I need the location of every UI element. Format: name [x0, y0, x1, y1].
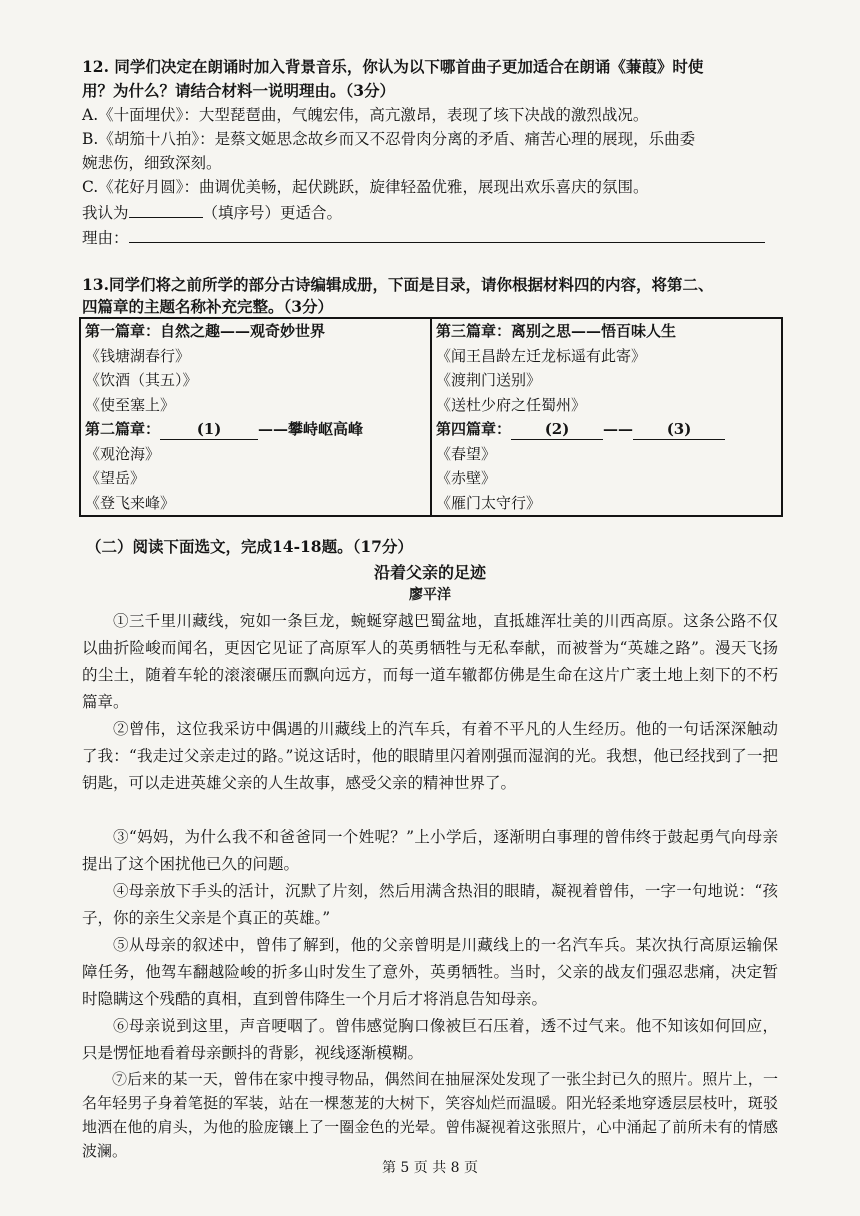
toc-chapter-2-suffix: ——攀峙岖高峰 [258, 420, 364, 438]
q12-option-b-line1: B.《胡笳十八拍》：是蔡文姬思念故乡而又不忍骨肉分离的矛盾、痛苦心理的展现，乐曲委 [82, 130, 696, 148]
toc-blank-1[interactable]: (1) [160, 419, 258, 440]
article-paragraph-6: ⑥母亲说到这里，声音哽咽了。曾伟感觉胸口像被巨石压着，透不过气来。他不知该如何回应，只是愣怔地看着母亲颤抖的背影，视线逐渐模糊。 [82, 1017, 778, 1062]
page-footer: 第 5 页 共 8 页 [381, 1160, 479, 1176]
q12-choice-suffix: （填序号）更适合。 [202, 204, 343, 222]
toc-chapter-3: 第三篇章：离别之思——悟百味人生 [436, 322, 677, 340]
toc-poem: 《观沧海》 [85, 444, 161, 463]
q12-reason-label: 理由： [82, 229, 129, 247]
article-paragraph-5: ⑤从母亲的叙述中，曾伟了解到，他的父亲曾明是川藏线上的一名汽车兵。某次执行高原运输保障任务，他驾车翻越险峻的折多山时发生了意外，英勇牺牲。当时，父亲的战友们强忍悲痛，决定暂时隐瞒这个残酷的真相，直到曾伟降生一个月后才将消息告知母亲。 [82, 936, 778, 1008]
q12-option-c: C.《花好月圆》：曲调优美畅，起伏跳跃，旋律轻盈优雅，展现出欢乐喜庆的氛围。 [82, 178, 649, 196]
toc-blank-3[interactable]: (3) [633, 419, 725, 440]
article-paragraph-7: ⑦后来的某一天，曾伟在家中搜寻物品，偶然间在抽屉深处发现了一张尘封已久的照片。照片上，一名年轻男子身着笔挺的军装，站在一棵葱茏的大树下，笑容灿烂而温暖。阳光轻柔地穿透层层枝叶，斑驳地洒在他的肩头，为他的脸庞镶上了一圈金色的光晕。曾伟凝视着这张照片，心中涌起了前所未有的情感波澜。 [82, 1070, 778, 1160]
toc-poem: 《望岳》 [85, 469, 146, 487]
toc-chapter-4 [432, 417, 781, 442]
q12-choice-prefix: 我认为 [82, 204, 129, 222]
toc-poem: 《春望》 [436, 444, 497, 463]
toc-left-column [80, 318, 431, 516]
toc-poem: 《登飞来峰》 [85, 493, 176, 512]
article-title: 沿着父亲的足迹 [373, 563, 486, 582]
toc-poem: 《渡荆门送别》 [436, 371, 542, 389]
section-heading: （二）阅读下面选文，完成14-18题。（17分） [86, 537, 413, 556]
q13-stem-line1: 13.同学们将之前所学的部分古诗编辑成册，下面是目录，请你根据材料四的内容，将第二、 [82, 275, 714, 294]
toc-chapter-2 [81, 417, 430, 442]
toc-poem: 《钱塘湖春行》 [85, 346, 191, 365]
toc-poem: 《赤壁》 [436, 469, 497, 487]
q12-stem-line2: 用？为什么？请结合材料一说明理由。（3分） [82, 81, 396, 100]
toc-poem: 《闻王昌龄左迁龙标遥有此寄》 [436, 346, 647, 365]
article-author: 廖平洋 [409, 587, 451, 603]
toc-right-column [431, 318, 782, 516]
toc-chapter-4-prefix: 第四篇章： [436, 420, 512, 438]
toc-blank-2[interactable]: (2) [511, 419, 603, 440]
toc-poem: 《饮酒（其五）》 [85, 371, 198, 389]
q12-stem-line1: 12. 同学们决定在朗诵时加入背景音乐，你认为以下哪首曲子更加适合在朗诵《蒹葭》时使 [82, 57, 704, 76]
q12-choice-blank[interactable] [129, 201, 203, 218]
toc-poem: 《送杜少府之任蜀州》 [436, 395, 587, 414]
toc-chapter-4-dash: —— [603, 420, 634, 438]
toc-poem: 《雁门太守行》 [436, 493, 542, 512]
toc-chapter-1: 第一篇章：自然之趣——观奇妙世界 [85, 322, 326, 340]
article-paragraph-2: ②曾伟，这位我采访中偶遇的川藏线上的汽车兵，有着不平凡的人生经历。他的一句话深深触动了我：“我走过父亲走过的路。”说这话时，他的眼睛里闪着刚强而湿润的光。我想，他已经找到了一把钥匙，可以走进英雄父亲的人生故事，感受父亲的精神世界了。 [82, 720, 778, 792]
table-of-contents [79, 317, 783, 517]
q12-reason-line [82, 226, 765, 249]
toc-poem: 《使至塞上》 [85, 395, 176, 414]
article-paragraph-4: ④母亲放下手头的活计，沉默了片刻，然后用满含热泪的眼睛，凝视着曾伟，一字一句地说：“孩子，你的亲生父亲是个真正的英雄。” [82, 882, 778, 927]
q12-choice-line [82, 201, 342, 224]
q12-option-a: A.《十面埋伏》：大型琵琶曲，气魄宏伟，高亢激昂，表现了垓下决战的激烈战况。 [82, 106, 649, 124]
article-paragraph-3: ③“妈妈，为什么我不和爸爸同一个姓呢？”上小学后，逐渐明白事理的曾伟终于鼓起勇气向母亲提出了这个困扰他已久的问题。 [82, 828, 778, 873]
q12-reason-blank[interactable] [129, 226, 765, 243]
article-paragraph-1: ①三千里川藏线，宛如一条巨龙，蜿蜒穿越巴蜀盆地，直抵雄浑壮美的川西高原。这条公路不仅以曲折险峻而闻名，更因它见证了高原军人的英勇牺牲与无私奉献，而被誉为“英雄之路”。漫天飞扬的尘土，随着车轮的滚滚碾压而飘向远方，而每一道车辙都仿佛是生命在这片广袤土地上刻下的不朽篇章。 [82, 612, 778, 711]
toc-chapter-2-prefix: 第二篇章： [85, 420, 161, 438]
q13-stem-line2: 四篇章的主题名称补充完整。（3分） [82, 297, 334, 316]
q12-option-b-line2: 婉悲伤，细致深刻。 [82, 154, 222, 172]
